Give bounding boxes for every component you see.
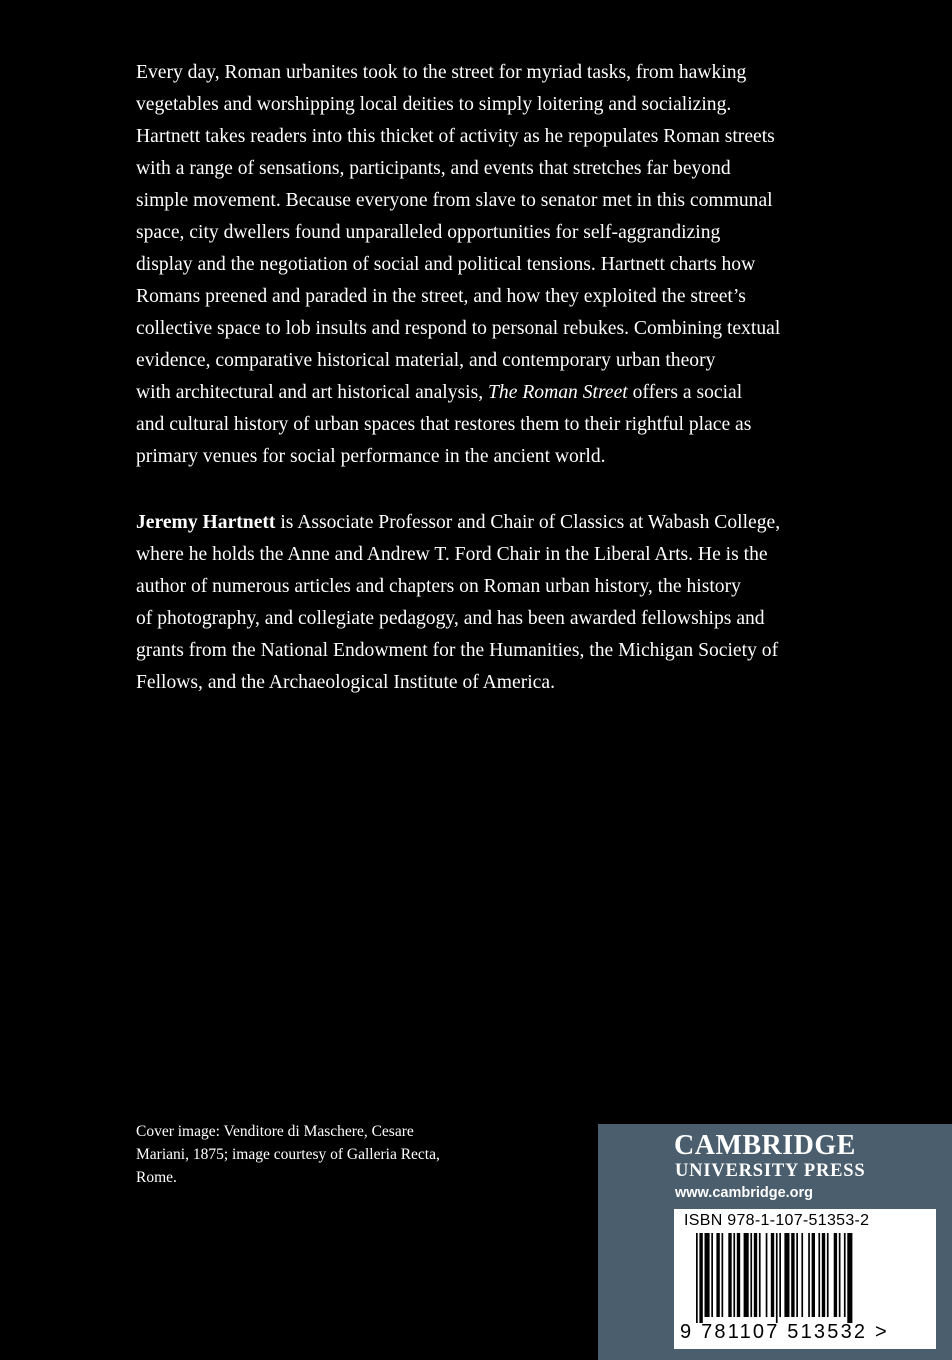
description-line: Every day, Roman urbanites took to the street for myriad tasks, from hawking: [136, 62, 747, 83]
barcode-bar: [796, 1233, 798, 1317]
cover-image-credit: [136, 1120, 440, 1189]
bio-line: where he holds the Anne and Andrew T. Ford Chair in the Liberal Arts. He is the: [136, 544, 768, 565]
barcode-bar: [827, 1233, 829, 1317]
credit-line: Mariani, 1875; image courtesy of Galleria Recta,: [136, 1146, 440, 1163]
credit-line: Cover image: Venditore di Maschere, Cesare: [136, 1123, 414, 1140]
description-text: with architectural and art historical analysis,: [136, 382, 484, 403]
barcode-bar: [696, 1233, 698, 1323]
description-line: collective space to lob insults and respond to personal rebukes. Combining textual: [136, 318, 781, 339]
barcode-bar: [733, 1233, 735, 1317]
barcode-bar: [754, 1233, 757, 1317]
barcode-bar: [784, 1233, 789, 1317]
description-line: display and the negotiation of social and political tensions. Hartnett charts how: [136, 254, 756, 275]
barcode-bar: [822, 1233, 825, 1317]
bio-line: of photography, and collegiate pedagogy, and has been awarded fellowships and: [136, 608, 765, 629]
publisher-name: CAMBRIDGE: [674, 1130, 856, 1161]
bio-line: grants from the National Endowment for the Humanities, the Michigan Society of: [136, 640, 779, 661]
barcode-bar: [722, 1233, 724, 1317]
barcode-bar: [744, 1233, 749, 1317]
barcode-bar: [705, 1233, 710, 1317]
barcode-icon: [696, 1233, 916, 1323]
description-line: and cultural history of urban spaces that restores them to their rightful place as: [136, 414, 752, 435]
barcode-bar: [771, 1233, 774, 1317]
barcode-bar: [699, 1233, 702, 1323]
description-line: with a range of sensations, participants, and events that stretches far beyond: [136, 158, 731, 179]
barcode-bar: [847, 1233, 852, 1323]
description-line: vegetables and worshipping local deities to simply loitering and socializing.: [136, 94, 732, 115]
description-line: Hartnett takes readers into this thicket of activity as he repopulates Roman streets: [136, 126, 775, 147]
barcode-bar: [776, 1233, 778, 1323]
author-bio: [136, 507, 836, 699]
barcode-bar: [808, 1233, 810, 1317]
isbn-label: ISBN 978-1-107-51353-2: [684, 1212, 870, 1229]
book-description: [136, 57, 836, 473]
description-line: evidence, comparative historical material, and contemporary urban theory: [136, 350, 716, 371]
description-line: simple movement. Because everyone from slave to senator met in this communal: [136, 190, 773, 211]
publisher-panel: [598, 1124, 952, 1360]
barcode-bar: [791, 1233, 794, 1317]
barcode-bar: [766, 1233, 768, 1317]
barcode-bar: [759, 1233, 761, 1317]
ean-digits: 9 781107 513532 >: [680, 1321, 889, 1343]
publisher-subtitle: UNIVERSITY PRESS: [675, 1161, 866, 1181]
barcode-bar: [839, 1233, 841, 1317]
publisher-url: www.cambridge.org: [675, 1185, 814, 1201]
barcode-bar: [818, 1233, 820, 1317]
barcode-bar: [737, 1233, 740, 1317]
bio-line: author of numerous articles and chapters on Roman urban history, the history: [136, 576, 741, 597]
bio-line: Fellows, and the Archaeological Institute of America.: [136, 672, 555, 693]
author-name: Jeremy Hartnett: [136, 512, 276, 533]
description-line-with-title: [136, 377, 836, 409]
description-text: offers a social: [627, 382, 743, 403]
barcode-bar: [801, 1233, 803, 1317]
barcode-box: [674, 1209, 936, 1349]
barcode-bar: [834, 1233, 837, 1317]
barcode-bar: [716, 1233, 719, 1317]
credit-line: Rome.: [136, 1169, 177, 1186]
barcode-bar: [844, 1233, 846, 1317]
barcode-bar: [779, 1233, 781, 1317]
description-line: space, city dwellers found unparalleled opportunities for self-aggrandizing: [136, 222, 721, 243]
barcode-bar: [750, 1233, 752, 1317]
barcode-bar: [711, 1233, 713, 1317]
bio-line: [136, 507, 836, 539]
description-line: Romans preened and paraded in the street, and how they exploited the street’s: [136, 286, 746, 307]
bio-text: is Associate Professor and Chair of Classics at Wabash College,: [275, 512, 781, 533]
barcode-bar: [812, 1233, 815, 1317]
barcode-bar: [728, 1233, 731, 1317]
book-title: The Roman Street: [488, 382, 628, 403]
description-line: primary venues for social performance in the ancient world.: [136, 446, 606, 467]
